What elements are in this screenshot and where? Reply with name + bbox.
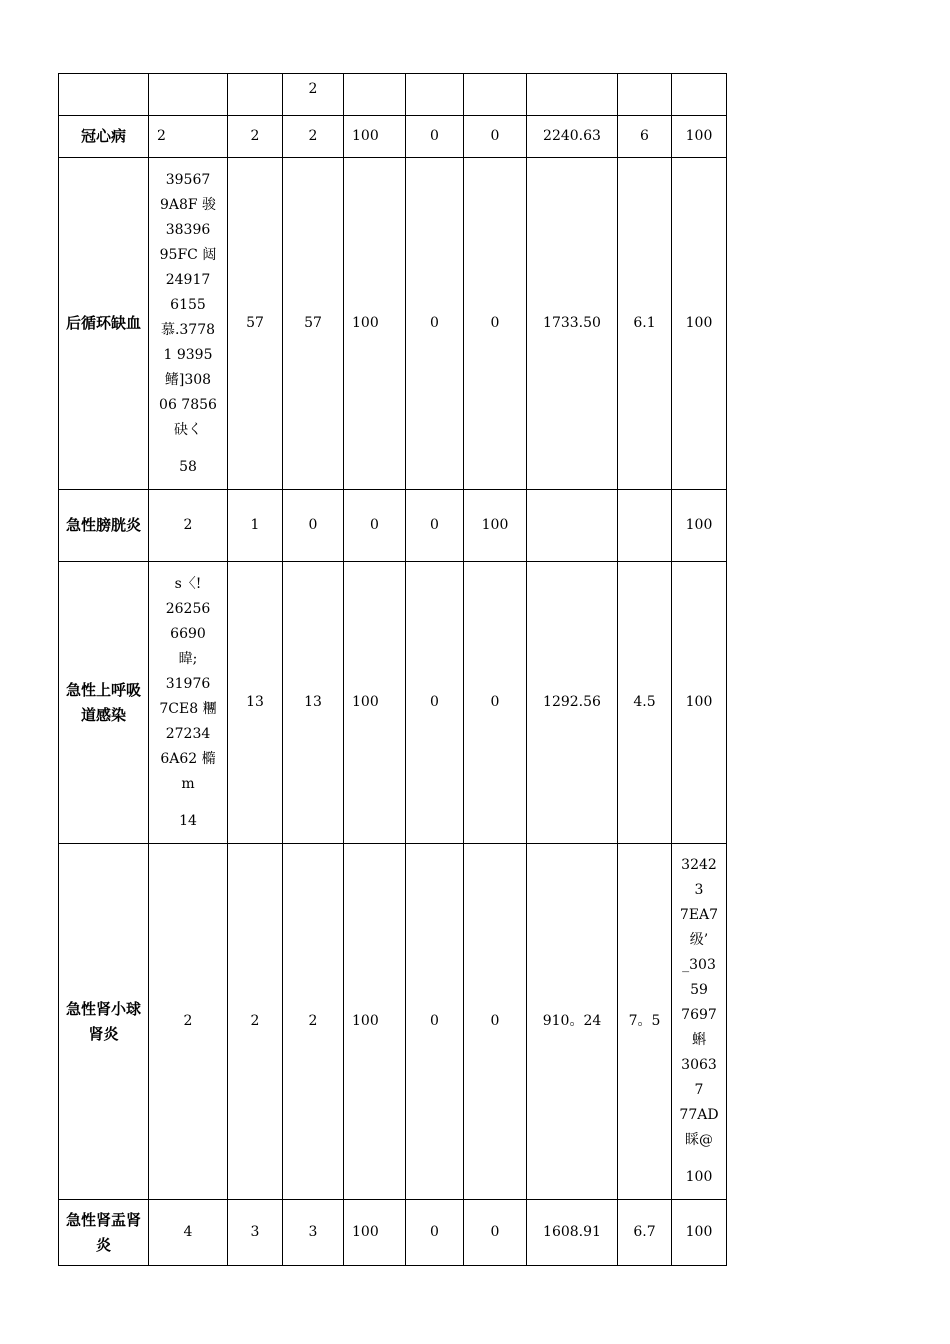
- cell: 2: [283, 844, 344, 1200]
- ocr-noise-line: 38396: [165, 221, 211, 238]
- ocr-noise-line: m: [181, 775, 195, 792]
- cell: 100: [344, 1200, 406, 1266]
- ocr-noise-line: 6155: [170, 296, 206, 313]
- cell: 0: [464, 562, 527, 844]
- cell: 0: [406, 158, 464, 490]
- table-row: [59, 490, 727, 562]
- cell: [618, 74, 672, 116]
- cell: 0: [406, 844, 464, 1200]
- disease-name-cell: 冠心病: [59, 116, 149, 158]
- cell: 2: [149, 116, 228, 158]
- ocr-noise-line: s〈!: [174, 575, 202, 592]
- table-row: [59, 158, 727, 490]
- cell: [149, 74, 228, 116]
- cell: 0: [406, 562, 464, 844]
- disease-name-cell: 急性膀胱炎: [59, 490, 149, 562]
- cell: 1292.56: [527, 562, 618, 844]
- cell: 2: [149, 490, 228, 562]
- spacer: [151, 797, 225, 809]
- disease-name-cell: 急性上呼吸道感染: [59, 562, 149, 844]
- ocr-noise-line: 7697: [681, 1007, 717, 1023]
- cell: 100: [464, 490, 527, 562]
- cell: 100: [344, 562, 406, 844]
- cell-value: 58: [179, 458, 197, 475]
- cell: 100: [672, 158, 727, 490]
- cell: [228, 74, 283, 116]
- cell: 0: [464, 1200, 527, 1266]
- statistics-table: [58, 73, 727, 1266]
- table-row: [59, 1200, 727, 1266]
- disease-name-cell: 后循环缺血: [59, 158, 149, 490]
- ocr-noise-line: 7CE8 糰: [159, 700, 217, 717]
- cell: 2: [149, 844, 228, 1200]
- cell: 100: [672, 1200, 727, 1266]
- ocr-noise-line: 39567: [165, 171, 211, 188]
- cell: 7。5: [618, 844, 672, 1200]
- cell: 100: [672, 562, 727, 844]
- cell: [672, 844, 727, 1200]
- ocr-noise-line: 95FC 闼: [159, 246, 217, 263]
- cell: 0: [406, 490, 464, 562]
- table-row: [59, 116, 727, 158]
- cell: 6.1: [618, 158, 672, 490]
- cell: 2: [283, 116, 344, 158]
- cell: 1733.50: [527, 158, 618, 490]
- cell-value: 14: [179, 812, 197, 829]
- ocr-noise-line: _303: [682, 957, 716, 973]
- spacer: [674, 1153, 724, 1165]
- ocr-noise-line: 1 9395: [163, 346, 213, 363]
- cell: 0: [344, 490, 406, 562]
- cell: [406, 74, 464, 116]
- cell-value: 100: [685, 1169, 713, 1185]
- cell: 0: [406, 116, 464, 158]
- ocr-noise-line: 蝌: [692, 1032, 706, 1048]
- cell: 2: [228, 844, 283, 1200]
- cell: 57: [228, 158, 283, 490]
- ocr-noise-line: 3063: [681, 1057, 717, 1073]
- ocr-noise-line: 6A62 橢: [160, 750, 216, 767]
- cell: 13: [283, 562, 344, 844]
- ocr-noise-line: 59: [690, 982, 708, 998]
- cell: 0: [283, 490, 344, 562]
- ocr-noise-line: 暐;: [178, 650, 198, 667]
- ocr-noise-line: 慕.3778: [160, 321, 216, 338]
- cell: [527, 490, 618, 562]
- cell: 1608.91: [527, 1200, 618, 1266]
- cell: 0: [406, 1200, 464, 1266]
- cell: 2: [283, 74, 344, 116]
- ocr-noise-line: 7: [694, 1082, 704, 1098]
- cell: 3: [228, 1200, 283, 1266]
- ocr-noise-line: 6690: [170, 625, 206, 642]
- cell: 2240.63: [527, 116, 618, 158]
- cell: [344, 74, 406, 116]
- ocr-noise-line: 24917: [165, 271, 211, 288]
- ocr-noise-line: 砄く: [174, 421, 202, 438]
- cell: [527, 74, 618, 116]
- cell: 6.7: [618, 1200, 672, 1266]
- cell: 1: [228, 490, 283, 562]
- cell: 910。24: [527, 844, 618, 1200]
- cell: 57: [283, 158, 344, 490]
- cell: 2: [228, 116, 283, 158]
- ocr-noise-line: 睬@: [685, 1132, 713, 1148]
- cell: 3: [283, 1200, 344, 1266]
- table-row: [59, 562, 727, 844]
- ocr-noise-line: 27234: [165, 725, 211, 742]
- ocr-noise-line: 26256: [165, 600, 211, 617]
- ocr-noise-line: 06 7856: [159, 396, 217, 413]
- cell: 100: [344, 844, 406, 1200]
- cell: 100: [672, 490, 727, 562]
- ocr-noise-line: 级’: [689, 932, 709, 948]
- ocr-noise-line: 7EA7: [679, 907, 719, 923]
- cell: 100: [344, 116, 406, 158]
- cell: [149, 158, 228, 490]
- disease-name-cell: 急性肾小球肾炎: [59, 844, 149, 1200]
- cell: [464, 74, 527, 116]
- document-page: [58, 73, 727, 1266]
- cell: 6: [618, 116, 672, 158]
- cell: 4: [149, 1200, 228, 1266]
- cell: [672, 74, 727, 116]
- cell: 4.5: [618, 562, 672, 844]
- cell: 100: [344, 158, 406, 490]
- table-row: [59, 844, 727, 1200]
- cell: 100: [672, 116, 727, 158]
- table-row: [59, 74, 727, 116]
- disease-name-cell: 急性肾盂肾炎: [59, 1200, 149, 1266]
- cell: 0: [464, 844, 527, 1200]
- ocr-noise-line: 3: [694, 882, 704, 898]
- cell: [149, 562, 228, 844]
- ocr-noise-line: 9A8F 骏: [159, 196, 217, 213]
- cell: 0: [464, 158, 527, 490]
- disease-name-cell: [59, 74, 149, 116]
- ocr-noise-line: 鳍]308: [164, 371, 212, 388]
- cell: 13: [228, 562, 283, 844]
- cell: 0: [464, 116, 527, 158]
- ocr-noise-line: 3242: [681, 857, 717, 873]
- cell: [618, 490, 672, 562]
- spacer: [151, 443, 225, 455]
- ocr-noise-line: 31976: [165, 675, 211, 692]
- ocr-noise-line: 77AD: [679, 1107, 719, 1123]
